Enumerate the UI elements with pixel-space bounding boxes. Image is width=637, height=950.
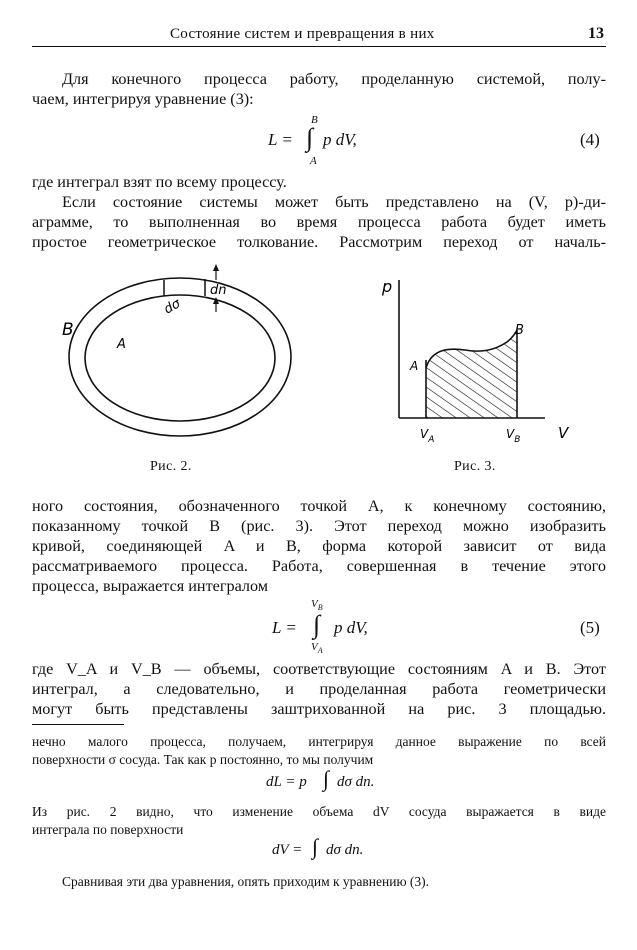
text-line: показанному точкой B (рис. 3). Этот переход можно изобразить <box>32 517 606 535</box>
vessel-outer-surface <box>69 278 291 436</box>
text-line: Если состояние системы может быть представлено на (V, p)-ди- <box>62 193 606 211</box>
fig2-label-inner: A <box>117 337 126 352</box>
text-line: кривой, соединяющей A и B, форма которой зависит от вида <box>32 537 606 555</box>
eq4-lower-limit: A <box>310 155 317 167</box>
integral-sign: ∫ <box>306 123 314 152</box>
vessel-inner-surface <box>85 295 275 421</box>
eq-dv-lhs: dV = <box>272 842 303 858</box>
eq4-upper-limit: B <box>311 114 318 126</box>
integral-sign: ∫ <box>312 834 319 859</box>
integral-sign: ∫ <box>323 766 330 791</box>
fig2-label-dsigma: dσ <box>161 296 184 318</box>
eq4-integrand: p dV, <box>323 130 357 149</box>
work-area-hatched <box>426 330 517 418</box>
text-line: интеграл, а следовательно, и проделанная работа геометрически <box>32 680 606 698</box>
text-line: простое геометрическое толкование. Рассмотрим переход от началь- <box>32 233 606 251</box>
eq5-integrand: p dV, <box>334 618 368 637</box>
eq5-upper-limit: $V_B$ <box>311 598 323 613</box>
footnote-closing: Сравнивая эти два уравнения, опять приходим к уравнению (3). <box>62 874 430 889</box>
text-line: аграмме, то выполненная во время процесса работа будет иметь <box>32 213 606 231</box>
fig2-caption: Рис. 2. <box>150 459 192 474</box>
text-line: где V_A и V_B — объемы, соответствующие состояниям A и B. Этот <box>32 660 606 678</box>
figure-3 <box>370 270 580 455</box>
eq5-lower-limit: $V_A$ <box>311 641 323 656</box>
footnote-line: интеграла по поверхности <box>32 822 184 837</box>
fig3-tick-vb: $V_B$ <box>506 427 521 445</box>
eq4-number: (4) <box>580 130 600 149</box>
footnote-line: поверхности σ сосуда. Так как p постоянно, то мы получим <box>32 752 374 767</box>
fig3-point-a: A <box>410 359 419 373</box>
fig3-axis-v: V <box>558 424 569 442</box>
text-line: ного состояния, обозначенного точкой A, к конечному состоянию, <box>32 497 606 515</box>
running-title: Состояние систем и превращения в них <box>170 26 435 42</box>
eq4-lhs: L = <box>268 130 293 149</box>
fig2-label-dn: dn <box>210 283 227 298</box>
text-line: Для конечного процесса работу, проделанную системой, полу- <box>62 70 606 88</box>
text-line: могут быть представлены заштрихованной на рис. 3 площадью. <box>32 700 606 718</box>
eq-dl-lhs: dL = p <box>266 774 307 790</box>
fig3-point-b: B <box>515 323 524 338</box>
fig3-caption: Рис. 3. <box>454 459 496 474</box>
fig3-tick-va: $V_A$ <box>420 427 435 445</box>
page-header <box>32 20 606 47</box>
text-line: процесса, выражается интегралом <box>32 577 268 595</box>
text-line: рассматриваемого процесса. Работа, совершенная в течение этого <box>32 557 606 575</box>
footnote-rule <box>32 724 124 725</box>
eq-dl-integrand: dσ dn. <box>337 774 375 790</box>
eq-dv-integrand: dσ dn. <box>326 842 364 858</box>
page-number: 13 <box>588 25 604 42</box>
text-line: где интеграл взят по всему процессу. <box>32 173 287 191</box>
integral-sign: ∫ <box>313 610 321 639</box>
dn-arrowhead-up <box>213 264 219 271</box>
fig2-label-outer: B <box>62 320 74 340</box>
eq5-number: (5) <box>580 618 600 637</box>
fig3-axis-p: p <box>382 277 393 296</box>
footnote-line: нечно малого процесса, получаем, интегрируя данное выражение по всей <box>32 734 606 749</box>
footnote-line: Из рис. 2 видно, что изменение объема dV сосуда выражается в виде <box>32 804 606 819</box>
eq5-lhs: L = <box>272 618 297 637</box>
figure-2 <box>55 262 305 462</box>
text-line: чаем, интегрируя уравнение (3): <box>32 90 254 108</box>
